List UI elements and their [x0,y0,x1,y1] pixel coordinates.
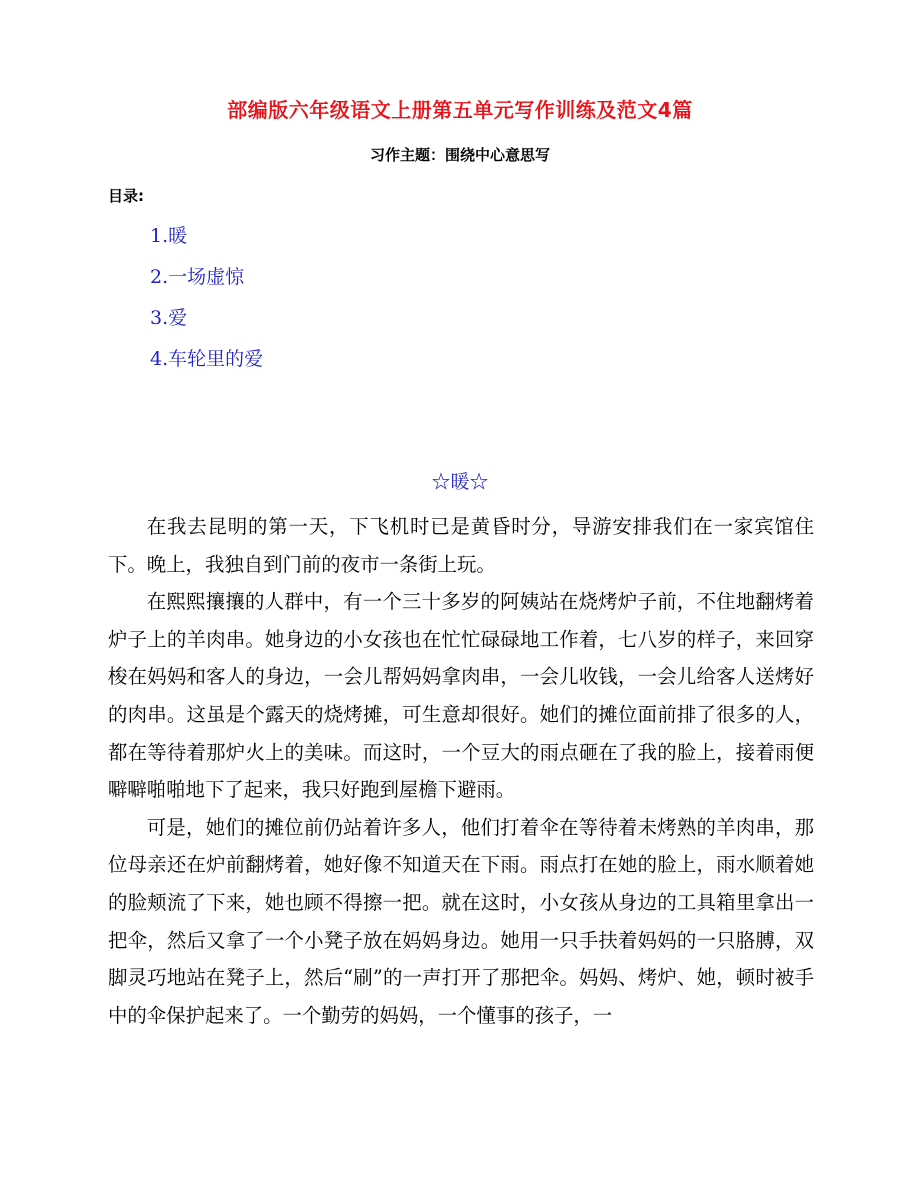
toc-item-4[interactable]: 4.车轮里的爱 [150,348,264,370]
table-of-contents [150,222,263,386]
essay-paragraph-2: 在熙熙攘攘的人群中，有一个三十多岁的阿姨站在烧烤炉子前，不住地翻烤着炉子上的羊肉串。她身边的小女孩也在忙忙碌碌地工作着，七八岁的样子，来回穿梭在妈妈和客人的身边，一会儿帮妈妈拿肉串，一会儿收钱，一会儿给客人送烤好的肉串。这虽是个露天的烧烤摊，可生意却很好。她们的摊位面前排了很多的人，都在等待着那炉火上的美味。而这时，一个豆大的雨点砸在了我的脸上，接着雨便噼噼啪啪地下了起来，我只好跑到屋檐下避雨。 [108,590,814,802]
toc-item-3[interactable]: 3.爱 [150,307,188,329]
essay-paragraph-3: 可是，她们的摊位前仍站着许多人，他们打着伞在等待着未烤熟的羊肉串，那位母亲还在炉前翻烤着，她好像不知道天在下雨。雨点打在她的脸上，雨水顺着她的脸颊流了下来，她也顾不得擦一把。就在这时，小女孩从身边的工具箱里拿出一把伞，然后又拿了一个小凳子放在妈妈身边。她用一只手扶着妈妈的一只胳膊，双脚灵巧地站在凳子上，然后“刷”的一声打开了那把伞。妈妈、烤炉、她，顿时被手中的伞保护起来了。一个勤劳的妈妈，一个懂事的孩子，一 [108,815,814,1027]
toc-item-2[interactable]: 2.一场虚惊 [150,266,245,288]
document-subtitle: 习作主题：围绕中心意思写 [369,146,550,164]
essay-title: ☆暖☆ [431,471,489,493]
document-title: 部编版六年级语文上册第五单元写作训练及范文4篇 [227,98,693,122]
essay-body [108,508,814,1034]
toc-label: 目录: [108,187,144,205]
toc-item-1[interactable]: 1.暖 [150,225,188,247]
essay-paragraph-1: 在我去昆明的第一天，下飞机时已是黄昏时分，导游安排我们在一家宾馆住下。晚上，我独自到门前的夜市一条街上玩。 [108,515,814,576]
